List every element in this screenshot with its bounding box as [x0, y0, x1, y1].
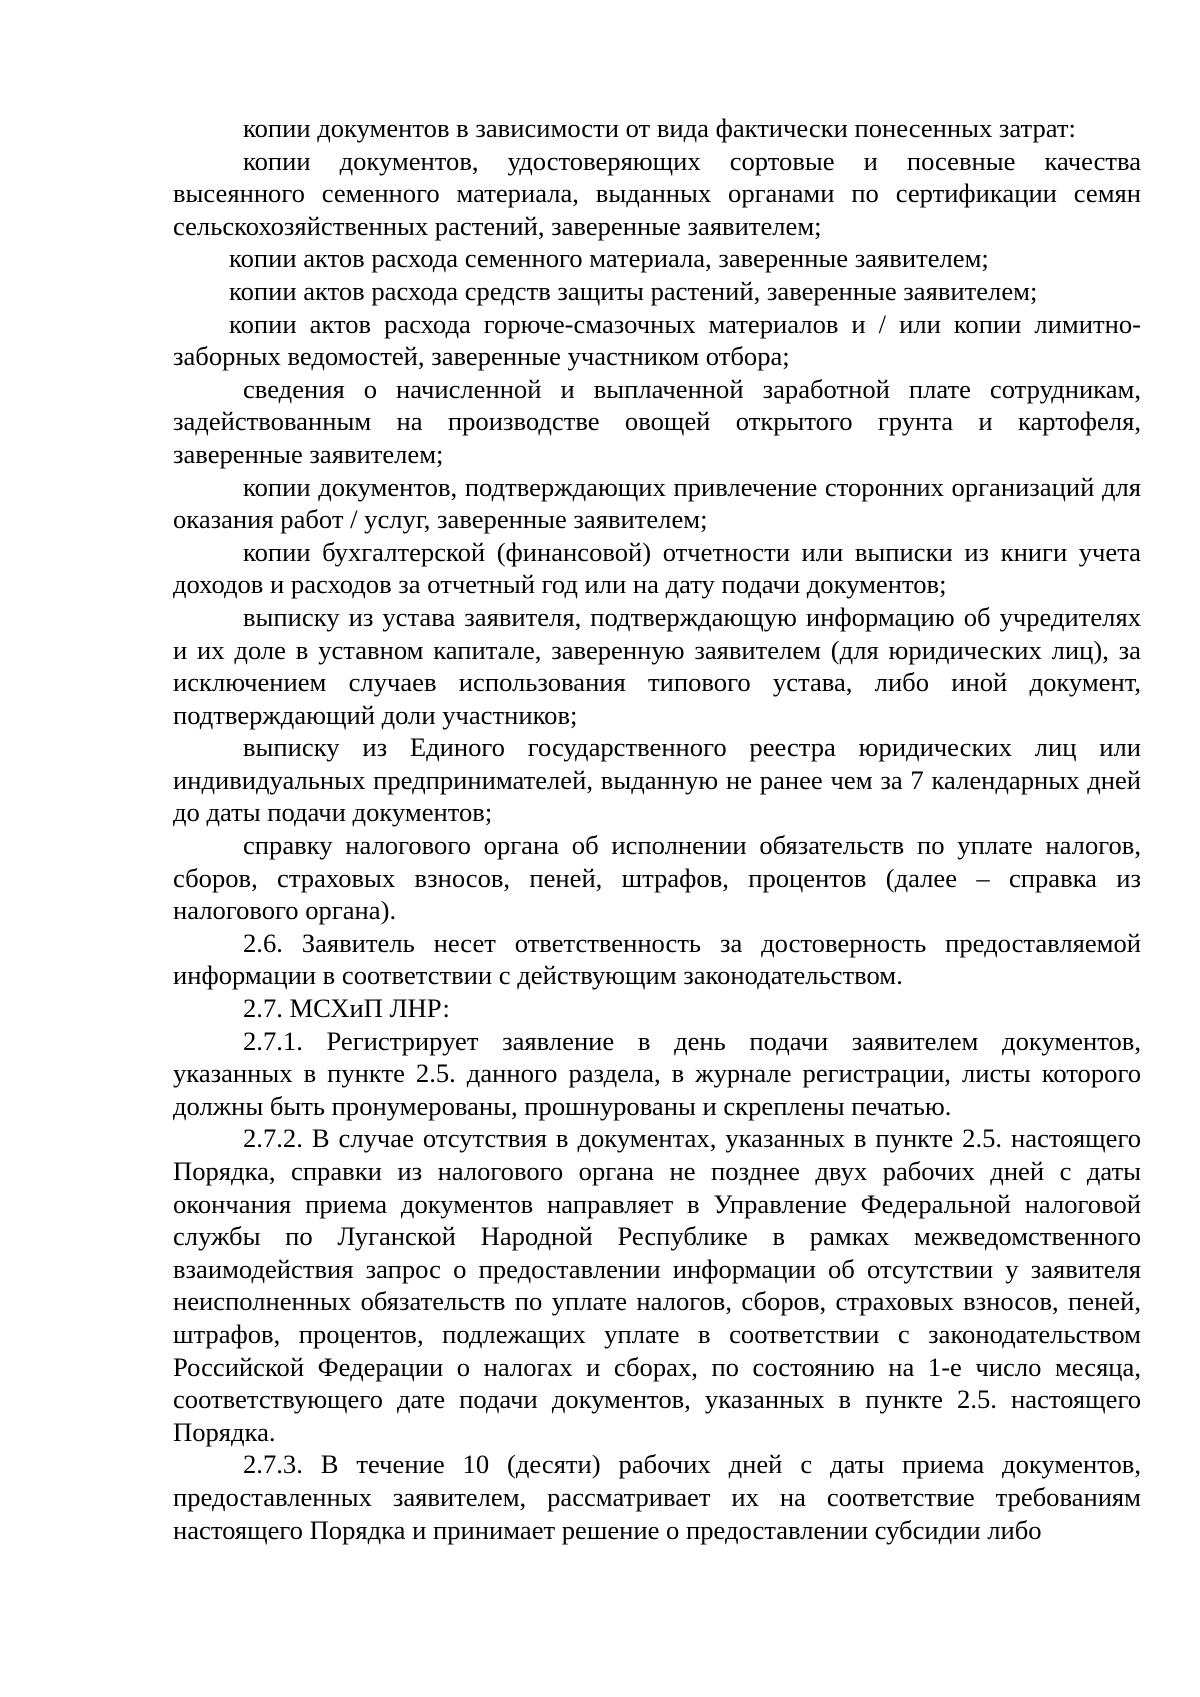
paragraph-plant-protection: копии актов расхода средств защиты растений, заверенные заявителем; — [229, 275, 1038, 306]
paragraph-seed-consumption: копии актов расхода семенного материала, заверенные заявителем; — [229, 243, 989, 274]
paragraph-salary-info: сведения о начисленной и выплаченной заработной плате сотрудникам, задействованным на производстве овощей открытого грунта и картофеля, заверенные заявителем; — [173, 373, 1141, 469]
paragraph-expense-documents: копии документов в зависимости от вида фактически понесенных затрат: — [243, 113, 1076, 143]
paragraph-charter-extract: выписку из устава заявителя, подтверждающую информацию об учредителях и их доле в уставном капитале, заверенную заявителем (для юридических лиц), за исключением случаев использования типового устава, либо иной документ, подтверждающий доли участников; — [173, 601, 1141, 730]
paragraph-2-6: 2.6. Заявитель несет ответственность за достоверность предоставляемой информации в соответствии с действующим законодательством. — [173, 927, 1141, 991]
paragraph-2-7-1: 2.7.1. Регистрирует заявление в день подачи заявителем документов, указанных в пункте 2.5. данного раздела, в журнале регистрации, листы которого должны быть пронумерованы, прошнурованы и скреплены печатью. — [173, 1025, 1141, 1121]
paragraph-seed-quality: копии документов, удостоверяющих сортовые и посевные качества высеянного семенного материала, выданных органами по сертификации семян сельскохозяйственных растений, заверенные заявителем; — [173, 145, 1141, 241]
paragraph-2-7: 2.7. МСХиП ЛНР: — [243, 993, 450, 1024]
paragraph-2-7-3: 2.7.3. В течение 10 (десяти) рабочих дней с даты приема документов, предоставленных заявителем, рассматривает их на соответствие требованиям настоящего Порядка и принимает решение о предоставлении субсидии либо — [173, 1449, 1141, 1545]
paragraph-fuel-lubricants: копии актов расхода горюче-смазочных материалов и / или копии лимитно-заборных ведомостей, заверенные участником отбора; — [173, 308, 1141, 372]
paragraph-accounting: копии бухгалтерской (финансовой) отчетности или выписки из книги учета доходов и расходов за отчетный год или на дату подачи документов; — [173, 536, 1141, 600]
paragraph-registry-extract: выписку из Единого государственного реестра юридических лиц или индивидуальных предпринимателей, выданную не ранее чем за 7 календарных дней до даты подачи документов; — [173, 732, 1141, 828]
paragraph-2-7-2: 2.7.2. В случае отсутствия в документах, указанных в пункте 2.5. настоящего Порядка, справки из налогового органа не позднее двух рабочих дней с даты окончания приема документов направляет в Управление Федеральной налоговой службы по Луганской Народной Республике в рамках межведомственного взаимодействия запрос о предоставлении информации об отсутствии у заявителя неисполненных обязательств по уплате налогов, сборов, страховых взносов, пеней, штрафов, процентов, подлежащих уплате в соответствии с законодательством Российской Федерации о налогах и сборах, по состоянию на 1-е число месяца, соответствующего дате подачи документов, указанных в пункте 2.5. настоящего Порядка. — [173, 1123, 1141, 1447]
paragraph-tax-certificate: справку налогового органа об исполнении обязательств по уплате налогов, сборов, страховых взносов, пеней, штрафов, процентов (далее – справка из налогового органа). — [173, 830, 1141, 926]
paragraph-third-party: копии документов, подтверждающих привлечение сторонних организаций для оказания работ / услуг, заверенные заявителем; — [173, 471, 1141, 535]
document-body — [173, 112, 1141, 1546]
